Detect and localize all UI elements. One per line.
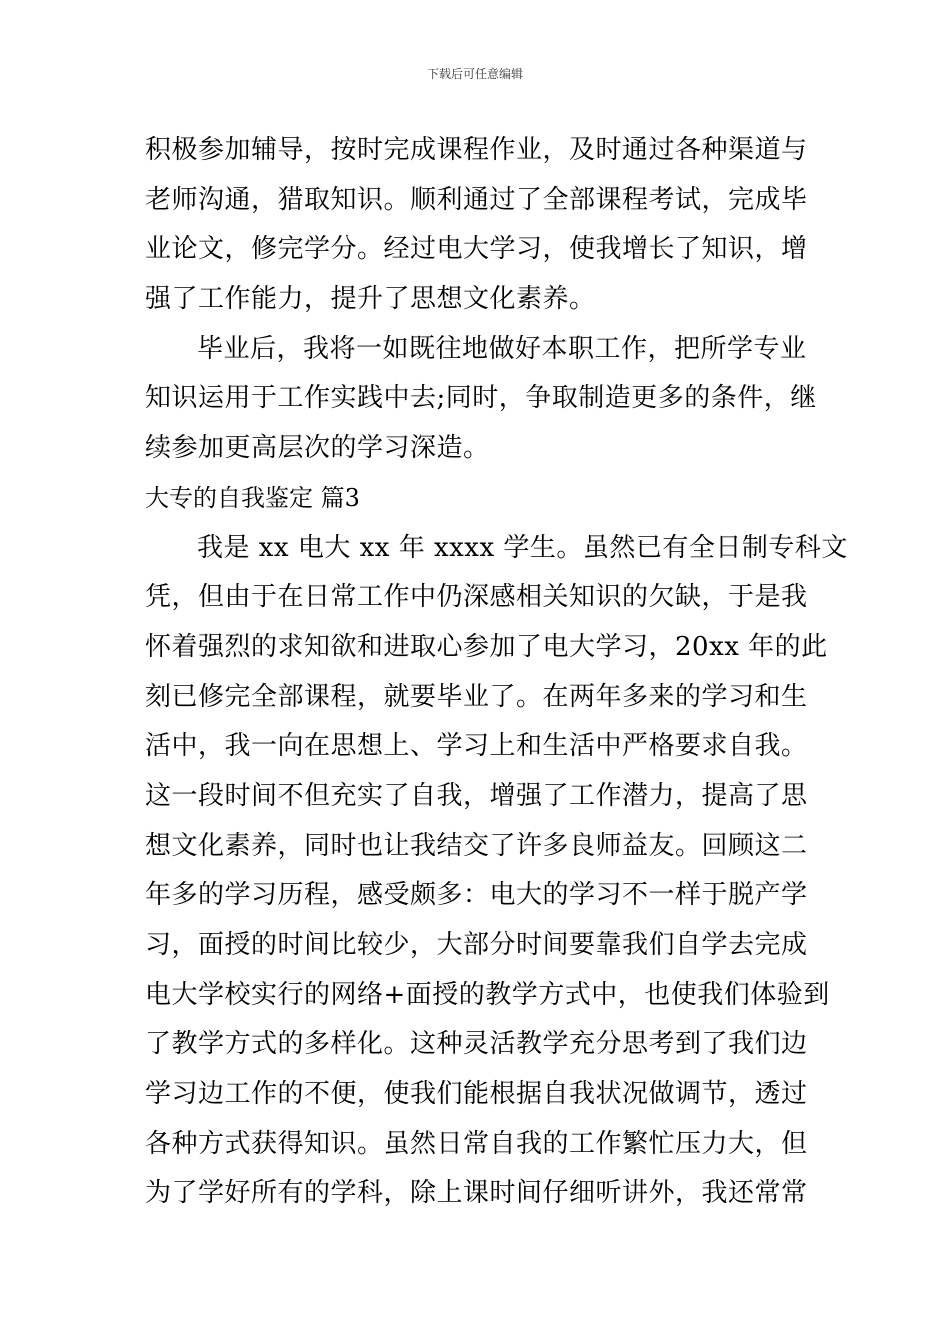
text-line: 想文化素养，同时也让我结交了许多良师益友。回顾这二 [145,830,808,861]
text-line: 强了工作能力，提升了思想文化素养。 [145,284,596,315]
text-line: 电大学校实行的网络+面授的教学方式中，也使我们体验到 [145,979,830,1010]
text-line: 老师沟通，猎取知识。顺利通过了全部课程考试，完成毕 [145,184,808,215]
text-line: 毕业后，我将一如既往地做好本职工作，把所学专业 [197,333,807,364]
text-line: 年多的学习历程，感受颇多：电大的学习不一样于脱产学 [145,880,808,911]
text-line: 习，面授的时间比较少，大部分时间要靠我们自学去完成 [145,930,808,960]
text-line: 活中，我一向在思想上、学习上和生活中严格要求自我。 [145,731,808,762]
text-line: 这一段时间不但充实了自我，增强了工作潜力，提高了思 [145,780,808,811]
page-header: 下载后可任意编辑 [426,67,523,81]
text-line: 我是 xx 电大 xx 年 xxxx 学生。虽然已有全日制专科文 [197,532,848,563]
text-line: 业论文，修完学分。经过电大学习，使我增长了知识，增 [145,234,808,265]
text-line: 刻已修完全部课程，就要毕业了。在两年多来的学习和生 [145,681,808,712]
text-line: 凭，但由于在日常工作中仍深感相关知识的欠缺，于是我 [145,582,808,613]
document-body [145,126,848,1219]
section-heading: 大专的自我鉴定 篇3 [145,483,360,512]
text-line: 各种方式获得知识。虽然日常自我的工作繁忙压力大，但 [145,1128,808,1159]
text-line: 知识运用于工作实践中去;同时，争取制造更多的条件，继 [145,383,817,414]
text-line: 续参加更高层次的学习深造。 [145,433,490,464]
text-line: 怀着强烈的求知欲和进取心参加了电大学习，20xx 年的此 [145,631,828,662]
text-line: 学习边工作的不便，使我们能根据自我状况做调节，透过 [145,1079,808,1110]
text-line: 为了学好所有的学科，除上课时间仔细听讲外，我还常常 [145,1178,808,1209]
text-line: 积极参加辅导，按时完成课程作业，及时通过各种渠道与 [145,135,808,165]
text-line: 了教学方式的多样化。这种灵活教学充分思考到了我们边 [145,1029,808,1060]
